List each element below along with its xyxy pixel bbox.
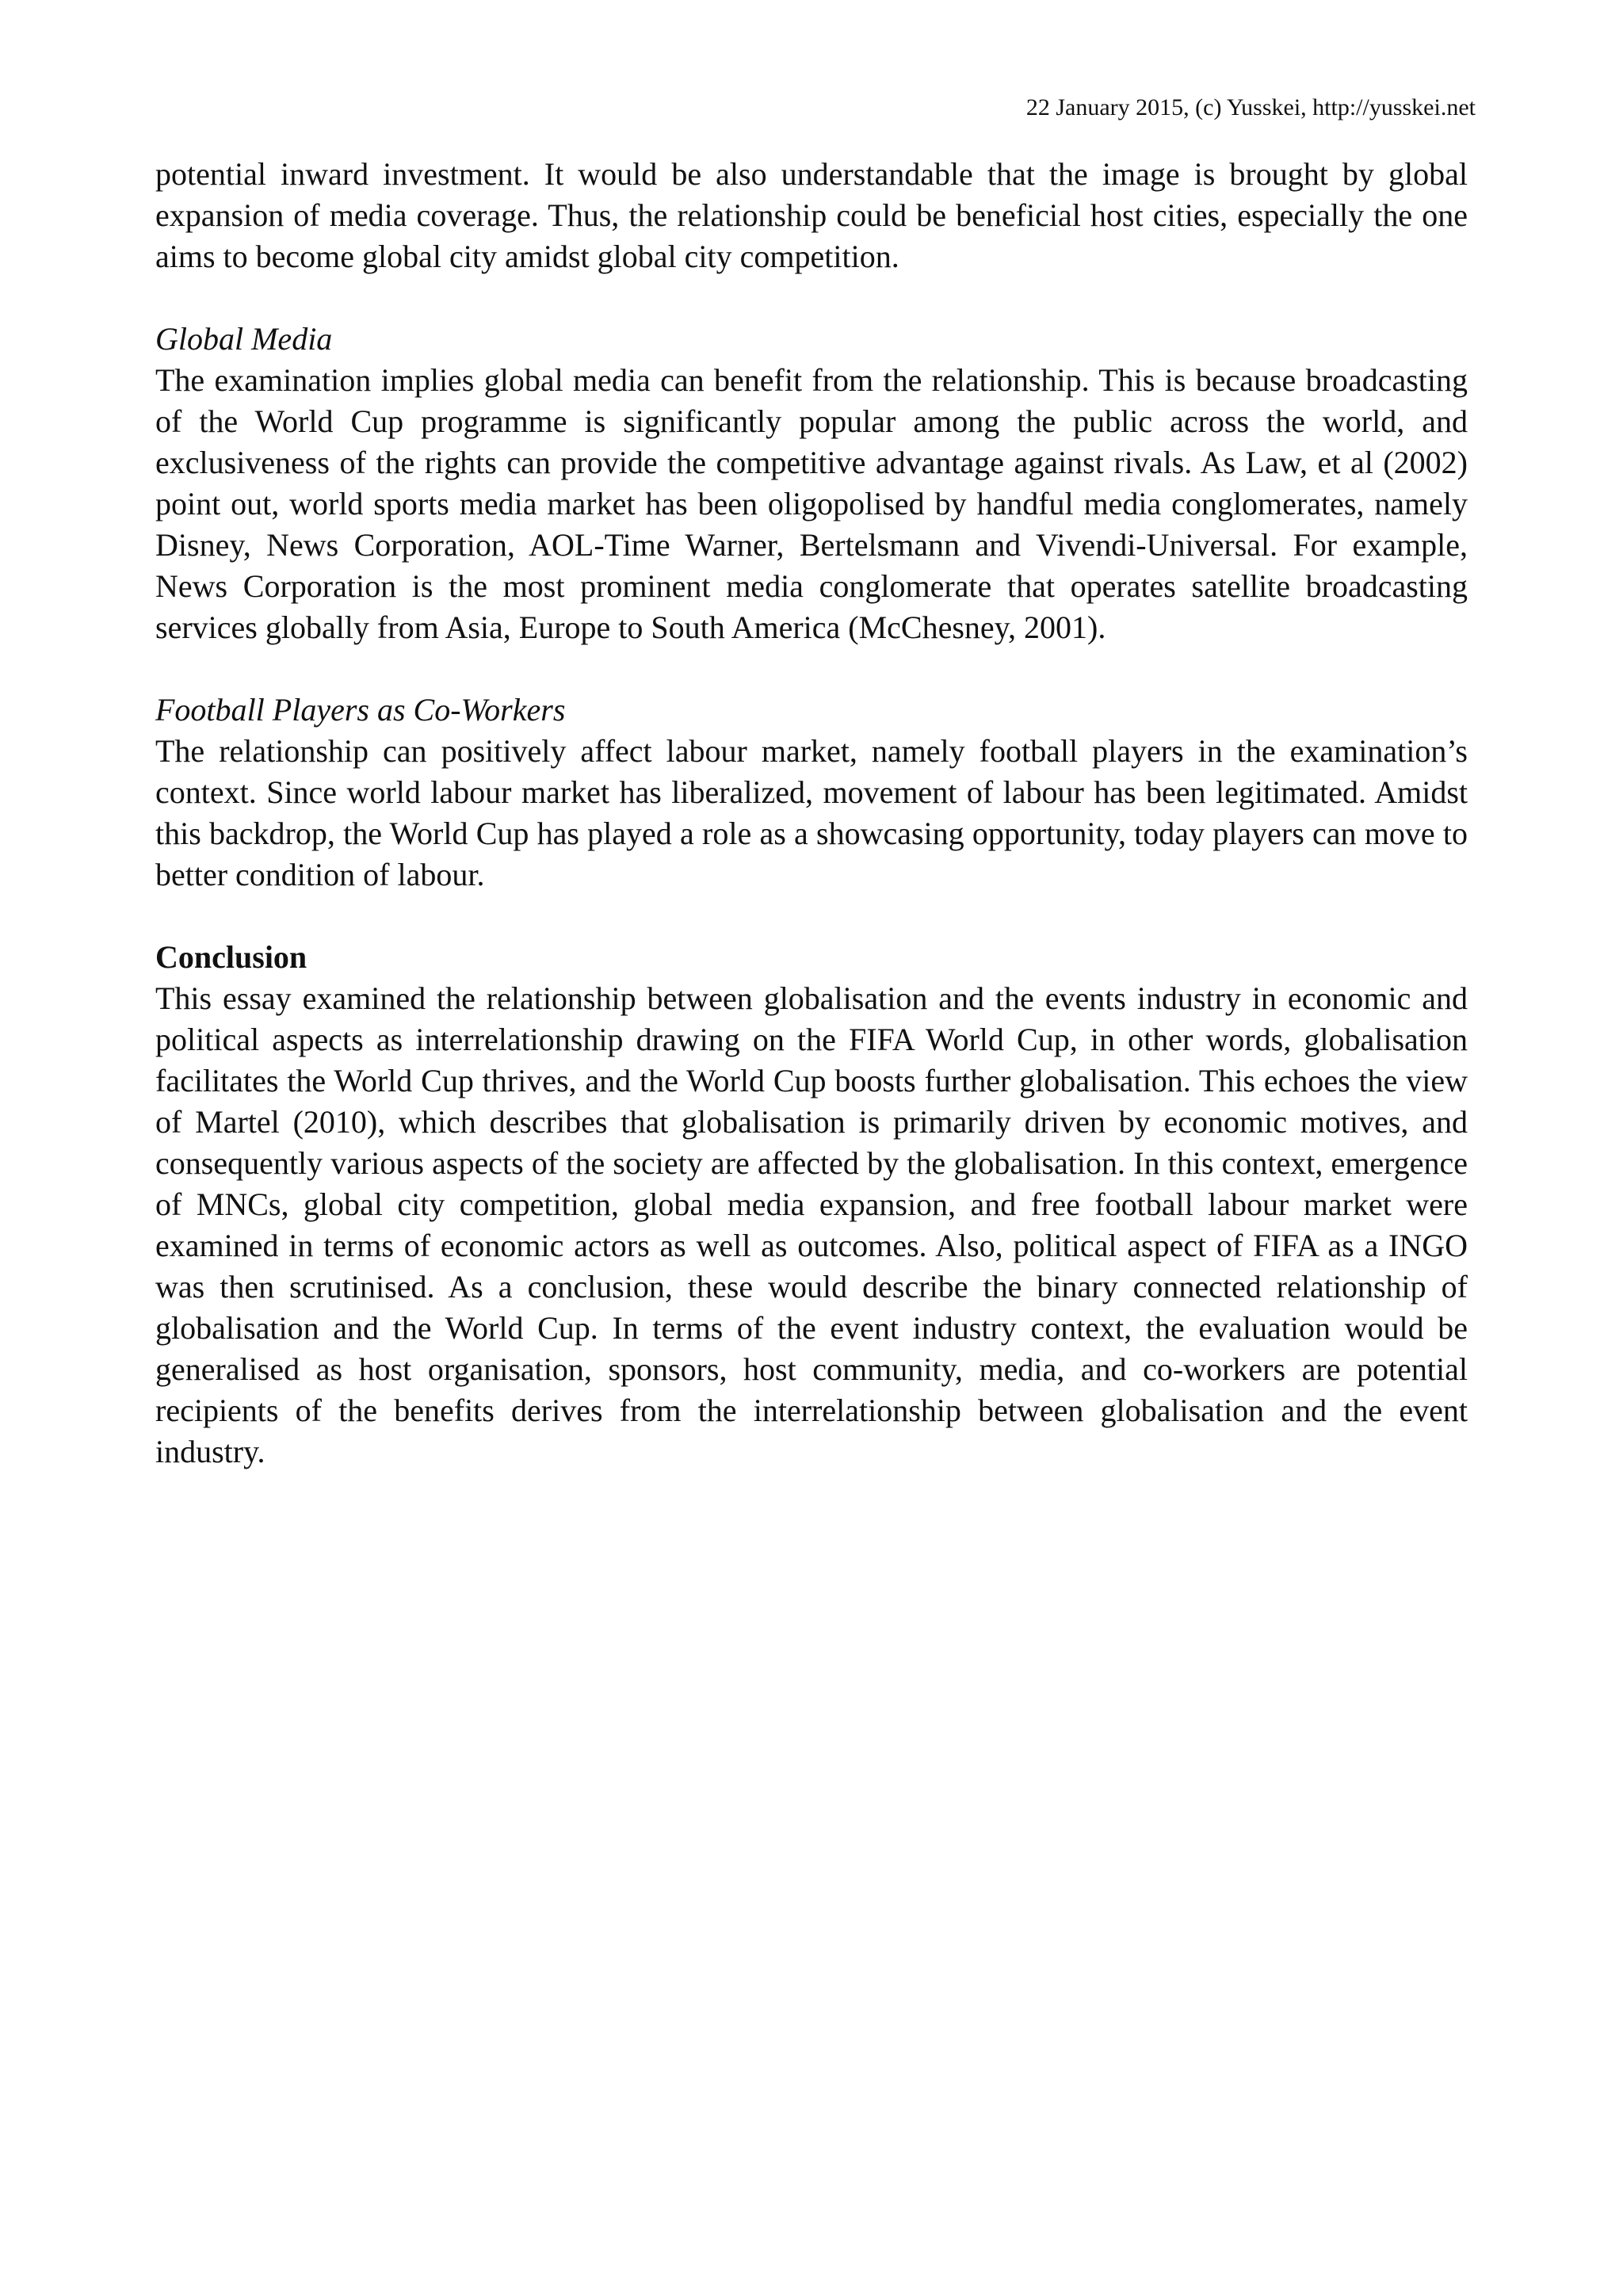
global-media-paragraph: The examination implies global media can benefit from the relationship. This is because broadcasting of the World Cup programme is significantly popular among the public across the world, and exclusiveness of the rights can provide the competitive advantage against rivals. As Law, et al (2002) point out, world sports media market has been oligopolised by handful media conglomerates, namely Disney, News Corporation, AOL-Time Warner, Bertelsmann and Vivendi-Universal. For example, News Corporation is the most prominent media conglomerate that operates satellite broadcasting services globally from Asia, Europe to South America (McChesney, 2001). — [155, 362, 1468, 645]
football-players-paragraph: The relationship can positively affect labour market, namely football players in the examination’s context. Since world labour market has liberalized, movement of labour has been legitimated. Amidst this backdrop, the World Cup has played a role as a showcasing opportunity, today players can move to better condition of labour. — [155, 733, 1468, 892]
football-players-heading: Football Players as Co-Workers — [155, 692, 566, 728]
section-football-players — [155, 690, 1468, 896]
conclusion-heading: Conclusion — [155, 939, 307, 975]
global-media-heading: Global Media — [155, 321, 333, 357]
section-global-media — [155, 319, 1468, 648]
section-conclusion — [155, 937, 1468, 1473]
conclusion-paragraph: This essay examined the relationship between globalisation and the events industry in economic and political aspects as interrelationship drawing on the FIFA World Cup, in other words, globalisation facilitates the World Cup thrives, and the World Cup boosts further globalisation. This echoes the view of Martel (2010), which describes that globalisation is primarily driven by economic motives, and consequently various aspects of the society are affected by the globalisation. In this context, emergence of MNCs, global city competition, global media expansion, and free football labour market were examined in terms of economic actors as well as outcomes. Also, political aspect of FIFA as a INGO was then scrutinised. As a conclusion, these would describe the binary connected relationship of globalisation and the World Cup. In terms of the event industry context, the evaluation would be generalised as host organisation, sponsors, host community, media, and co-workers are potential recipients of the benefits derives from the interrelationship between globalisation and the event industry. — [155, 980, 1468, 1469]
intro-paragraph: potential inward investment. It would be also understandable that the image is brought by global expansion of media coverage. Thus, the relationship could be beneficial host cities, especially the one aims to become global city amidst global city competition. — [155, 156, 1468, 274]
header-note: 22 January 2015, (c) Yusskei, http://yusskei.net — [1025, 94, 1476, 120]
document-body — [155, 154, 1468, 1473]
